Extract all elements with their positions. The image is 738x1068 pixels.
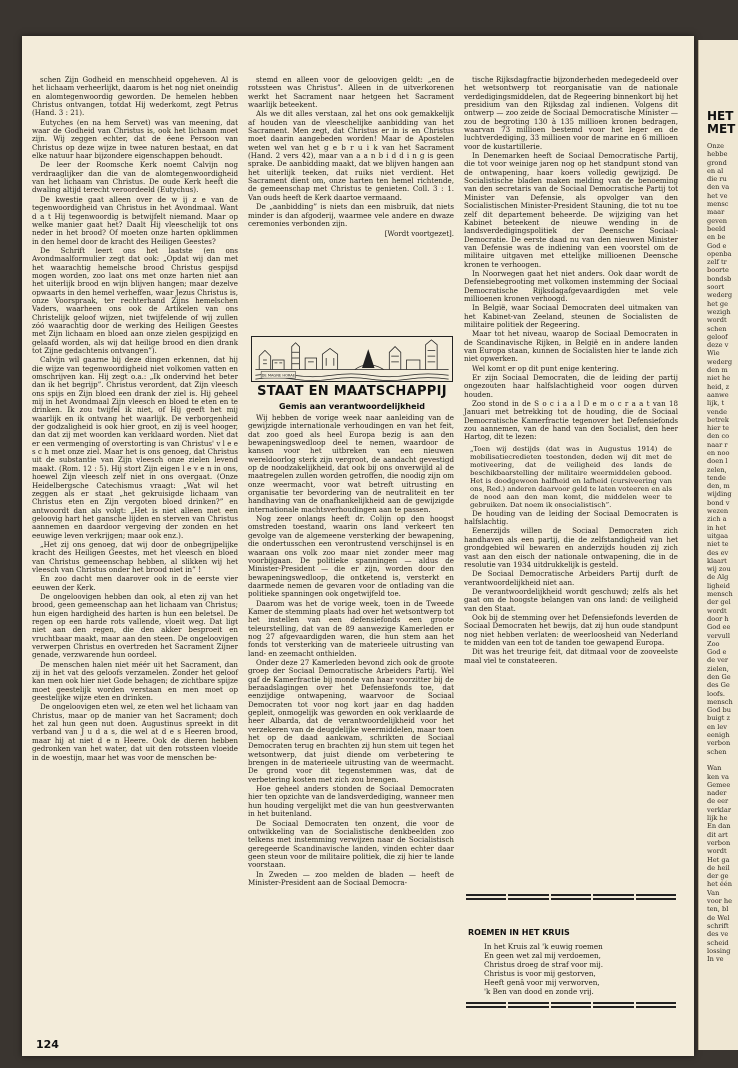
paragraph: Onder deze 27 Kamerleden bevond zich ook de groote groep der Sociaal Democratische Arbeiders Partij. Wel gaf de Kamerfractie bij monde van haar voorzitter bij de beraadslagingen over het Defensiefonds toe, dat eenzijdige ontwapening, waarvoor de Sociaal Democraten tot voor nog kort jaar en dag hadden gepleit, onmogelijk was geworden en ook verklaarde de heer Albarda, dat de verantwoordelijkheid voor het verzekeren van de deugdelijke weermiddelen, maar toen het op de daad aankwam, schrikten de Sociaal Democraten terug en brachten zij hun stem uit tegen het wetsontwerp, dat juist diende om verbetering te brengen in de materieele uitrusting van de weermacht. De grond voor dit tegenstemmen was, dat de verbetering kosten met zich zou brengen. [248, 657, 455, 784]
column-2-top [248, 76, 454, 334]
poem-line: Christus is voor mij gestorven, [484, 969, 596, 978]
paragraph: De leer der Roomsche Kerk noemt Calvijn nog verdraaglijker dan die van de alomtegenwoordigheid van het lichaam van Christus. De oude Kerk heeft die dwaling altijd terecht veroordeeld (Eutychus). [32, 160, 238, 195]
paragraph: Maar tot het niveau, waarop de Sociaal Democraten in de Scandinavische Rijken, in België en in andere landen van Europa staan, kunnen de Socialisten hier te lande zich niet opwerken. [464, 329, 678, 364]
column-3 [464, 76, 678, 666]
separator-rule-top [466, 894, 676, 902]
separator-rule-bottom [466, 1002, 676, 1010]
paragraph: In België, waar Sociaal Democraten deel uitmaken van het Kabinet-van Zeeland, steunen de Socialisten de militaire politiek der Regeering. [464, 303, 678, 329]
paragraph: De Sociaal Democratische Arbeiders Partij durft de verantwoordelijkheid niet aan. [464, 569, 678, 587]
poem-line: En geen wet zal mij verdoemen, [484, 951, 601, 960]
column-1 [32, 76, 238, 763]
paragraph: Wel komt er op dit punt enige kentering. [472, 363, 619, 373]
paragraph: Zoo stond in de S o c i a a l D e m o c r a a t van 18 Januari met betrekking tot de houding, die de Sociaal Democratische Kamerfractie tegenover het Defensiefonds zou aannemen, van de hand van den Socialist, den heer Hartog, dit te lezen: [464, 399, 678, 442]
paragraph: De „aanbidding” is niets dan een misbruik, dat niets minder is dan afgoderij, waarmee vele andere en dwaze ceremonies verbonden zijn. [248, 202, 454, 228]
adjacent-page-text: Onze hebbe grond en al die ru den va het ve mensc maar geven beeld en be God e openba zelf tr boorte bondsb soort wederg het ge wezigh wordt schen geloof deze v Wie wederg den m niet he heid, z aanwe lijk, t vende betrek hier te den co naar r en noo doen l zelen, tende den, m wijding bond v wezen zich a in het uitgaa niet te des ev klaart wij zou de Alg ligheid mensch der gel wordt door h God ee vervull Zoo God e de ver zielen, den Ge des Ge loofs. mensch God bu buigt z en lev eenigh verbon schen Wan ken va Gemee nader de eer verklar lijk he En dan dit art verbon wordt Het ga de heil der ge het één Van voor he ten, bl de Wel schrift des ve scheid lossing In ve [707, 142, 733, 964]
paragraph: Dit was het treurige feit, dat ditmaal voor de zooveelste maal viel te constateeren. [464, 647, 678, 665]
poem-line: 'k Ben van dood en zonde vrij. [484, 987, 594, 996]
paragraph: De ongeloovigen hebben dan ook, al eten zij van het brood, geen gemeenschap aan het lichaam van Christus; hun eigen hardigheid des harten is hun een beletsel. De regen op een harde rots vallende, vloeit weg. Dat ligt niet aan den regen, die den akker besproeit en vruchtbaar maakt, maar aan den steen. De ongeloovigen verwerpen Christus en overtreden het Sacrament Zijner genade, verzwarende hun oordeel. [32, 591, 238, 660]
paragraph: In Zweden — zoo melden de bladen — heeft de Minister-President aan de Sociaal Democra- [248, 869, 454, 887]
banner-caption: DE MAGNE HORAE [261, 373, 296, 378]
poem-line: In het Kruis zal 'k euwig roemen [484, 942, 603, 951]
paragraph: Hoe geheel anders stonden de Sociaal Democraten hier ten opzichte van de landsverdediging, wanneer men hun houding vergelijkt met die van hun geestverwanten in het buitenland. [248, 784, 454, 819]
paragraph: Eutyches (en na hem Servet) was van meening, dat waar de Godheid van Christus is, ook het lichaam moet zijn. Wij zeggen echter, dat de éene Persoon van Christus op deze wijze in twee naturen bestaat, en dat elke natuur haar bijzondere eigenschappen behoudt. [32, 117, 238, 161]
paragraph: Ook bij de stemming over het Defensiefonds leverden de Sociaal Democraten het bewijs, dat zij hun oude standpunt nog niet hebben verlaten: de weerloosheid van Nederland te midden van een tot de tanden toe gewapend Europa. [464, 612, 678, 647]
banner-art [252, 337, 452, 381]
paragraph: Daarom was het de vorige week, toen in de Tweede Kamer de stemming plaats had over het wetsontwerp tot het instellen van een defensiefonds een groote teleurstelling, dat van de 89 aanwezige Kamerleden er nog 27 afgevaardigden waren, die hun stem aan het fonds tot versterking van de materieele uitrusting van land- en zeemacht onthielden. [248, 598, 454, 658]
block-quote: „Toen wij destijds (dat was in Augustus 1914) de mobilisatiecredieten toestonden, deden wij dit met de motiveering, dat de veiligheid des lands de beschikbaarstelling der militaire weermiddelen gebood. Het is doodgewoon halfheid en lafheid (cursiveering van ons, Red.) anderen daarvoor geld te laten voteeren en als de nood aan den man komt, die middelen weer te gebruiken. Dat noem ik onsocialistisch”. [470, 444, 672, 509]
paragraph: De Schrift leert ons het laatste (en ons Avondmaalformulier zegt dat ook: „Opdat wij dan met het waarachtig hemelsche brood Christus gespijsd mogen worden, zoo laat ons met onze harten niet aan het uiterlijk brood en wijn blijven hangen; maar dezelve opwaarts in den hemel verheffen, waar Jezus Christus is, onze Voorspraak, ter rechterhand Zijns hemelschen Vaders, waarheen ons ook de Artikelen van ons Christelijk geloof wijzen, niet twijfelende of wij zullen zóó waarachtig door de werking des Heiligen Geestes met Zijn lichaam en bloed aan onze zielen gespijzigd en gelaafd worden, als wij dat heilige brood en dien drank tot Zijne gedachtenis ontvangen”). [32, 245, 238, 355]
poem [484, 942, 603, 996]
paragraph: Als we dit alles verstaan, zal het ons ook gemakkelijk af houden van de vleeschelijke aanbidding van het Sacrament. Men zegt, dat Christus er in is en Christus moet daarin aangebeden worden! Maar de Apostelen weten wel van het g e b r u i k van het Sacrament (Hand. 2 vers 42), maar van a a n b i d d i n g is geen sprake. De aanbidding maakt, dat we blijven hangen aan het uiterlijk teeken, dat ruiks niet verdient. Het Sacrament dient om, onze harten ten hemel richtende, de gemeenschap met Christus te genieten. Coll. 3 : 1. Van ouds heeft de Kerk daartoe vermaand. [248, 109, 454, 202]
page-number: 124 [36, 1038, 59, 1051]
paragraph: De kwestie gaat alleen over de w ij z e van de tegenwoordigheid van Christus in het Avondmaal. Want d a t Hij tegenwoordig is betwijfelt niemand. Maar op welke manier gaat het? Daalt Hij vleeschelijk tot ons neder in het brood? Of moeten onze harten opklimmen in den hemel door de kracht des Heiligen Geestes? [32, 194, 238, 246]
poem-line: Christus droeg de straf voor mij. [484, 960, 603, 969]
section-title: STAAT EN MAATSCHAPPIJ [257, 384, 447, 399]
poem-line: Heeft genâ voor mij verworven, [484, 978, 600, 987]
paragraph: Nog zeer onlangs heeft dr. Colijn op den hoogst omstreden toestand, waarin ons land verkeert ten gevolge van de algemeene versterking der bewapening, die ondertusschen een verontrustend verschijnsel is en waaraan ons volk zoo maar niet zonder meer mag voorbijgaan. De politieke spanningen — aldus de Minister-President — die er zijn, worden door den bewapeningswedloop, die ontketend is, versterkt en daarmede nemen de gevaren voor de ontlading van die politieke spanningen ook ongetwijfeld toe. [248, 514, 454, 599]
paragraph: Er zijn Sociaal Democraten, die de leiding der partij ongezouten haar halfslachtigheid voor oogen durven houden. [464, 373, 678, 399]
newspaper-page [22, 36, 694, 1056]
paragraph: In Denemarken heeft de Sociaal Democratische Partij, die tot voor weinige jaren nog op het standpunt stond van de ontwapening, haar koers volledig gewijzigd. De Socialistische bladen maken melding van de benoeming van den secretaris van de Sociaal Democratische Partij tot Minister van Defensie, als opvolger van den Socialistischen Minister-President Stauning, die tot nu toe zelf dit departement beheerde. De wijziging van het Kabinet beteekent de nieuwe wending in de landsverdedigingspolitiek der Deensche Sociaal-Democratie. De eerste daad nu van den nieuwen Minister van Defensie was de indiening van een voorstel om de militaire uitgaven met ettelijke millioenen Deensche kronen te verhoogen. [464, 151, 678, 269]
paragraph: De menschen halen niet méér uit het Sacrament, dan zij in het vat des geloofs verzamelen. Zonder het geloof kan men ook hier niet Gode behagen; de zichtbare spijze moet geestelijk worden verstaan en men moet op geestelijke wijze eten en drinken. [32, 659, 238, 703]
adjacent-page-fragment [698, 40, 738, 1050]
paragraph: Calvijn wil gaarne bij deze dingen erkennen, dat hij die wijze van tegenwoordigheid niet volkomen vatten en omschrijven kan. Hij zegt o.a.: „Ik ondervind het beter dan ik het begrijp”. Christus verordent, dat Zijn vleesch ons spijs en Zijn bloed een drank der ziel is. Hij geheel mij in het Avondmaal Zijn vleesch en bloed te eten en te drinken. Ik zou twijfel ik niet, of Hij geeft het mij waarlijk en ik ontvang het waarlijk. De verborgenheid der godzaligheid is ook hier groot, en zij is veel hooger, dan dat zij met woorden kan verklaard worden. Niet dat er een vermenging of overstorting is van Christus' v l e e s c h met onze ziel. Maar het is ons genoeg, dat Christus uit de substantie van Zijn vleesch onze zielen levend maakt. (Rom. 12 : 5). Hij stort Zijn eigen l e v e n in ons, hoewel Zijn vleesch zelf niet in ons overgaat. (Onze Heidelbergsche Catechismus vraagt: „Wat wil het zeggen als er staat „het gekruisigde lichaam van Christus eten en Zijn vergoten bloed drinken?” en antwoordt dan als volgt: „Het is niet alleen met een geloovig hart het gansche lijden en sterven van Christus aannemen en daardoor vergeving der zonden en het eeuwige leven verkrijgen; maar ook enz.). [32, 355, 238, 540]
paragraph: stemd en alleen voor de geloovigen geldt: „en de rotssteen was Christus”. Alleen in de uitverkorenen werkt het Sacrament naar hetgeen het Sacrament waarlijk beteekent. [248, 75, 454, 110]
adjacent-page-title: HET MET [707, 109, 736, 136]
paragraph: In Noorwegen gaat het niet anders. Ook daar wordt de Defensiebegrooting met volkomen instemming der Sociaal Democratische Rijksdagafgevaardigden met vele millioenen kronen verhoogd. [464, 268, 678, 303]
paragraph: En zoo dacht men daarover ook in de eerste vier eeuwen der Kerk. [32, 574, 238, 592]
paragraph: De ongeloovigen eten wel, ze eten wel het lichaam van Christus, maar op de manier van het Sacrament; doch het zal hun geen nut doen. Augustinus spreekt in dit verband van J u d a s, die wel at d e s Heeren brood, maar hij at niet d e n Heere. Ook de dieren hebben gedronken van het water, dat uit den rotssteen vloeide in de woestijn, maar het was voor de menschen be- [32, 702, 238, 762]
paragraph: tische Rijksdagfractie bijzonderheden medegedeeld over het wetsontwerp tot reorganisatie van de nationale verdedigingsmiddelen, dat de Regeering binnenkort bij het presidium van den Rijksdag zal indienen. Volgens dit ontwerp — zoo zeide de Sociaal Democratische Minister — zou de begroting 130 à 135 millioen kronen bedragen, waarvan 73 millioen bestemd voor het leger en de luchtverdediging, 33 millioen voor de marine en 6 millioen voor de kustartillerie. [464, 75, 678, 151]
column-2-bottom [248, 414, 454, 888]
paragraph: schen Zijn Godheid en menschheid opgeheven. Al is het lichaam verheerlijkt, daarom is het nog niet oneindig en alomtegenwoordig geworden. De hemelen hebben Christus ontvangen, totdat Hij wederkomt, zegt Petrus (Hand. 3 : 21). [32, 75, 238, 118]
paragraph: De Sociaal Democraten ten onzent, die voor de ontwikkeling van de Socialistische denkbeelden zoo telkens met instemming verwijzen naar de Socialistisch geregeerde Scandinavische landen, vinden echter daar geen steun voor de militaire politiek, die zij hier te lande voorstaan. [248, 818, 454, 870]
paragraph: De houding van de leiding der Sociaal Democraten is halfslachtig. [464, 508, 678, 527]
section-banner-illustration [251, 336, 453, 382]
paragraph: De verantwoordelijkheid wordt geschuwd; zelfs als het gaat om de hoogste belangen van ons land: de veiligheid van den Staat. [464, 586, 678, 613]
continued-note: [Wordt voortgezet]. [384, 230, 454, 239]
paragraph: „Het zij ons genoeg, dat wij door de onbegrijpelijke kracht des Heiligen Geestes, met het vleesch en bloed van Christus gemeenschap hebben, al slikken wij het vleesch van Christus onder het brood niet in” ! [32, 539, 238, 574]
poem-title: ROEMEN IN HET KRUIS [468, 928, 570, 937]
paragraph: Wij hebben de vorige week naar aanleiding van de gewijzigde internationale verhoudingen en van het feit, dat zoo goed als heel Europa bezig is aan den bewapeningswedloop deel te nemen, waardoor de kansen voor het uitbreken van een nieuwen wereldoorlog sterk zijn vergroot, de aandacht gevestigd op de noodzakelijkheid, dat ook bij ons onverwijld al de maatregelen zullen worden getroffen, die noodig zijn om onze weermacht, voor wat betreft uitrusting en organisatie ter bevordering van de neutraliteit en ter handhaving van de onafhankelijkheid aan de gewijzigde internationale machtsverhoudingen aan te passen. [248, 413, 454, 514]
article-headline: Gemis aan verantwoordelijkheid [278, 402, 425, 411]
paragraph: Eenerzijds willen de Sociaal Democraten zich handhaven als een partij, die de zelfstandigheid van het grondgebied wil bewaren en anderzijds houden zij zich vast aan den eisch der nationale ontwapening, die in de resolutie van 1934 uitdrukkelijk is gesteld. [464, 526, 678, 569]
